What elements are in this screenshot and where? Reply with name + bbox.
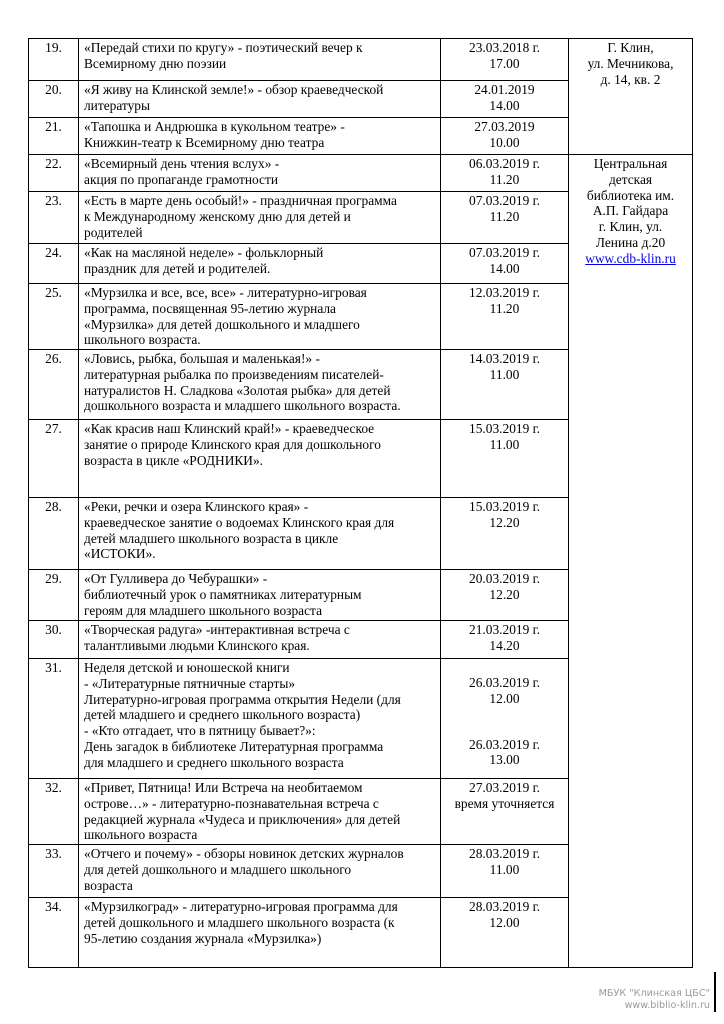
description-line: детей дошкольного и младшего школьного возраста (к <box>84 914 395 930</box>
event-description <box>79 779 441 845</box>
event-description <box>79 621 441 659</box>
date-line: 07.03.2019 г. <box>469 193 540 208</box>
event-description <box>79 659 441 779</box>
date-line: 11.20 <box>489 300 520 316</box>
description-line: «Тапошка и Андрюшка в кукольном театре» - <box>84 119 345 134</box>
date-line: 12.20 <box>489 514 520 530</box>
date-line: 12.00 <box>489 690 520 706</box>
event-date-time <box>441 192 569 244</box>
event-date-time <box>441 420 569 498</box>
date-line: 26.03.2019 г. <box>469 675 540 690</box>
description-line: «Я живу на Клинской земле!» - обзор краеведческой <box>84 82 384 97</box>
location-line: библиотека им. <box>586 187 675 203</box>
location-line: ул. Мечникова, <box>587 55 674 71</box>
event-description <box>79 284 441 350</box>
event-date-time <box>441 284 569 350</box>
description-line: программа, посвященная 95-летию журнала <box>84 300 337 316</box>
date-line: 27.03.2019 <box>474 119 535 134</box>
description-line: «Мурзилка и все, все, все» - литературно-игровая <box>84 285 367 300</box>
description-line: акция по пропаганде грамотности <box>84 171 279 187</box>
row-number: 22. <box>29 155 79 192</box>
description-line: библиотечный урок о памятниках литературным <box>84 586 362 602</box>
date-line: 11.20 <box>489 171 520 187</box>
footer-site: www.biblio-klin.ru <box>624 1000 710 1011</box>
event-date-time <box>441 779 569 845</box>
description-line: для детей дошкольного и младшего школьного <box>84 861 352 877</box>
date-line: 14.00 <box>489 260 520 276</box>
library-website-link[interactable]: www.cdb-klin.ru <box>585 250 676 266</box>
description-line: «Ловись, рыбка, большая и маленькая!» - <box>84 351 320 366</box>
row-number: 28. <box>29 498 79 570</box>
event-date-time <box>441 350 569 420</box>
date-line: 07.03.2019 г. <box>469 245 540 260</box>
footer-org: МБУК "Клинская ЦБС" <box>598 988 710 999</box>
event-description <box>79 570 441 621</box>
date-line: 26.03.2019 г. <box>469 736 540 752</box>
location-line: детская <box>608 171 653 187</box>
date-spacer <box>446 722 563 737</box>
description-line: «Мурзилка» для детей дошкольного и младшего <box>84 316 360 332</box>
row-number: 33. <box>29 845 79 898</box>
description-line: дошкольного возраста и младшего школьного возраста. <box>84 398 401 414</box>
event-date-time <box>441 498 569 570</box>
footer-watermark <box>599 988 710 1012</box>
date-line: 11.20 <box>489 208 520 224</box>
event-date-time <box>441 81 569 118</box>
description-line: возраста в цикле «РОДНИКИ». <box>84 452 264 468</box>
description-line: занятие о природе Клинского края для дошкольного <box>84 436 381 452</box>
date-line: 13.00 <box>489 752 520 768</box>
description-line: 95-летию создания журнала «Мурзилка») <box>84 930 322 946</box>
row-number: 27. <box>29 420 79 498</box>
date-line: 12.00 <box>489 914 520 930</box>
date-line: 14.20 <box>489 637 520 653</box>
description-line: - «Кто отгадает, что в пятницу бывает?»: <box>84 723 316 739</box>
event-description <box>79 244 441 284</box>
description-line: - «Литературные пятничные старты» <box>84 675 296 691</box>
description-line: «Всемирный день чтения вслух» - <box>84 156 280 171</box>
description-line: к Международному женскому дню для детей и <box>84 208 351 224</box>
row-number: 21. <box>29 118 79 155</box>
event-date-time <box>441 621 569 659</box>
date-line: 14.03.2019 г. <box>469 351 540 366</box>
description-line: «От Гулливера до Чебурашки» - <box>84 571 268 586</box>
description-line: «ИСТОКИ». <box>84 546 156 562</box>
date-line: 23.03.2018 г. <box>469 40 540 55</box>
events-table-body <box>29 39 693 968</box>
events-table <box>28 38 693 968</box>
date-line: 15.03.2019 г. <box>469 499 540 514</box>
description-line: «Как красив наш Клинский край!» - краеведческое <box>84 421 375 436</box>
date-line: 20.03.2019 г. <box>469 571 540 586</box>
event-description <box>79 350 441 420</box>
location-line: г. Клин, ул. <box>598 219 663 235</box>
event-description <box>79 420 441 498</box>
date-line: 12.03.2019 г. <box>469 285 540 300</box>
description-line: «Как на масляной неделе» - фольклорный <box>84 245 324 260</box>
table-row <box>29 155 693 192</box>
row-number: 31. <box>29 659 79 779</box>
event-description <box>79 39 441 81</box>
date-spacer <box>446 660 563 675</box>
description-line: День загадок в библиотеке Литературная программа <box>84 738 384 754</box>
event-description <box>79 81 441 118</box>
location-line: А.П. Гайдара <box>592 203 669 219</box>
event-date-time <box>441 845 569 898</box>
description-line: редакцией журнала «Чудеса и приключения» для детей <box>84 811 401 827</box>
row-number: 26. <box>29 350 79 420</box>
date-line: 17.00 <box>489 55 520 71</box>
description-line: возраста <box>84 877 133 893</box>
page-edge-mark <box>714 972 716 1012</box>
description-line: талантливыми людьми Клинского края. <box>84 637 310 653</box>
date-line: 21.03.2019 г. <box>469 622 540 637</box>
description-line: детей младшего и среднего школьного возраста) <box>84 707 361 723</box>
event-date-time <box>441 659 569 779</box>
description-line: «Мурзилкоград» - литературно-игровая программа для <box>84 899 398 914</box>
description-line: школьного возраста <box>84 827 198 843</box>
row-number: 23. <box>29 192 79 244</box>
date-line: 10.00 <box>489 134 520 150</box>
description-line: родителей <box>84 224 143 240</box>
description-line: «Передай стихи по кругу» - поэтический вечер к <box>84 40 363 55</box>
event-location <box>569 39 693 155</box>
row-number: 20. <box>29 81 79 118</box>
event-description <box>79 155 441 192</box>
row-number: 24. <box>29 244 79 284</box>
row-number: 19. <box>29 39 79 81</box>
event-description <box>79 498 441 570</box>
description-line: Литературно-игровая программа открытия Недели (для <box>84 691 401 707</box>
description-line: детей младшего школьного возраста в цикле <box>84 530 339 546</box>
date-line: 11.00 <box>489 436 520 452</box>
event-date-time <box>441 118 569 155</box>
event-date-time <box>441 570 569 621</box>
event-description <box>79 192 441 244</box>
date-line: 12.20 <box>489 586 520 602</box>
date-line: 11.00 <box>489 366 520 382</box>
date-line: время уточняется <box>454 795 555 811</box>
description-line: Книжкин-театр к Всемирному дню театра <box>84 134 325 150</box>
description-line: Неделя детской и юношеской книги <box>84 660 290 675</box>
description-line: острове…» - литературно-познавательная встреча с <box>84 795 379 811</box>
event-date-time <box>441 39 569 81</box>
description-line: литературы <box>84 97 150 113</box>
location-line: д. 14, кв. 2 <box>600 71 661 87</box>
date-line: 06.03.2019 г. <box>469 156 540 171</box>
date-line: 28.03.2019 г. <box>469 899 540 914</box>
description-line: краеведческое занятие о водоемах Клинского края для <box>84 514 395 530</box>
event-date-time <box>441 155 569 192</box>
row-number: 30. <box>29 621 79 659</box>
description-line: праздник для детей и родителей. <box>84 260 271 276</box>
date-line: 27.03.2019 г. <box>469 780 540 795</box>
date-line: 11.00 <box>489 861 520 877</box>
event-description <box>79 845 441 898</box>
description-line: «Есть в марте день особый!» - праздничная программа <box>84 193 397 208</box>
table-row <box>29 39 693 81</box>
date-line: 24.01.2019 <box>474 82 535 97</box>
date-line: 15.03.2019 г. <box>469 421 540 436</box>
description-line: для младшего и среднего школьного возраста <box>84 754 344 770</box>
description-line: «Отчего и почему» - обзоры новинок детских журналов <box>84 846 404 861</box>
date-spacer <box>446 707 563 722</box>
description-line: «Реки, речки и озера Клинского края» - <box>84 499 309 514</box>
location-line: Ленина д.20 <box>595 234 666 250</box>
event-date-time <box>441 244 569 284</box>
row-number: 34. <box>29 898 79 968</box>
event-description <box>79 118 441 155</box>
description-line: натуралистов Н. Сладкова «Золотая рыбка» для детей <box>84 382 391 398</box>
location-line: Центральная <box>593 156 668 171</box>
location-line: Г. Клин, <box>607 40 654 55</box>
description-line: «Творческая радуга» -интерактивная встреча с <box>84 622 350 637</box>
row-number: 32. <box>29 779 79 845</box>
description-line: героям для младшего школьного возраста <box>84 602 323 618</box>
description-line: «Привет, Пятница! Или Встреча на необитаемом <box>84 780 363 795</box>
row-number: 25. <box>29 284 79 350</box>
event-location <box>569 155 693 968</box>
date-line: 28.03.2019 г. <box>469 846 540 861</box>
event-description <box>79 898 441 968</box>
description-line: литературная рыбалка по произведениям писателей- <box>84 366 384 382</box>
event-date-time <box>441 898 569 968</box>
row-number: 29. <box>29 570 79 621</box>
description-line: школьного возраста. <box>84 332 201 348</box>
description-line: Всемирному дню поэзии <box>84 55 227 71</box>
date-line: 14.00 <box>489 97 520 113</box>
